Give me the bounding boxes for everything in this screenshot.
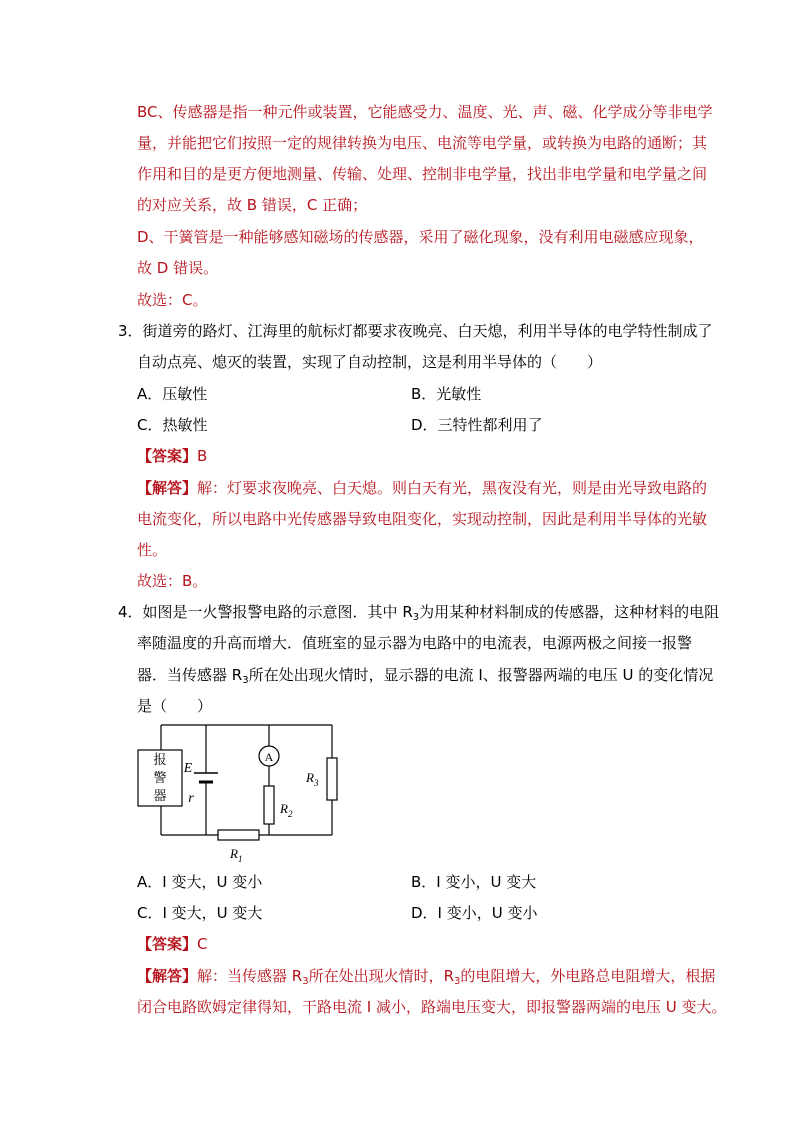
q4-stem-line-1 [118, 602, 719, 628]
q3-option-d: D．三特性都利用了 [411, 416, 543, 434]
emf-label: E [183, 761, 193, 776]
q3-analysis-line-2: 电流变化，所以电路中光传感器导致电阻变化，实现动控制，因此是利用半导体的光敏 [137, 510, 708, 528]
analysis-text: 的电阻增大，外电路总电阻增大，根据 [460, 967, 716, 985]
analysis-text: 解：灯要求夜晚亮、白天熄。则白天有光，黑夜没有光，则是由光导致电路的 [197, 479, 708, 497]
q4-stem-text: 4．如图是一火警报警电路的示意图．其中 R [118, 603, 413, 621]
resistor-r1 [218, 830, 259, 840]
q3-analysis-line-1 [137, 478, 707, 498]
explanation-d-line-2: 故 D 错误。 [137, 259, 219, 277]
alarm-label-2: 警 [153, 770, 167, 785]
q3-option-b: B．光敏性 [411, 385, 482, 403]
q3-stem-line-2: 自动点亮、熄灭的装置，实现了自动控制，这是利用半导体的（ ） [137, 353, 603, 371]
alarm-label-1: 报 [153, 752, 167, 767]
answer-value: C [197, 935, 208, 953]
q3-answer [137, 446, 207, 466]
analysis-text: 解：当传感器 R [197, 967, 303, 985]
explanation-bc-line-1: BC、传感器是指一种元件或装置，它能感受力、温度、光、声、磁、化学成分等非电学 [137, 103, 713, 121]
q4-stem-text: 器．当传感器 R [137, 666, 243, 684]
q3-choose: 故选：B。 [137, 572, 208, 590]
q4-stem-text: 为用某种材料制成的传感器，这种材料的电阻 [419, 603, 720, 621]
subscript: 3 [242, 675, 249, 686]
subscript: 3 [302, 976, 309, 987]
r1-label: $R_1$ [230, 846, 243, 864]
explanation-d-line-1: D、干簧管是一种能够感知磁场的传感器，采用了磁化现象，没有利用电磁感应现象， [137, 228, 704, 246]
q4-option-a: A．I 变大，U 变小 [137, 873, 263, 891]
q4-stem-text: 所在处出现火情时，显示器的电流 I、报警器两端的电压 U 的变化情况 [248, 666, 714, 684]
subscript: 3 [454, 976, 461, 987]
q4-analysis-line-1 [137, 966, 715, 992]
resistor-r2 [264, 786, 274, 824]
r3-label: $R_3$ [306, 770, 319, 788]
q3-option-a: A．压敏性 [137, 385, 208, 403]
q4-option-b: B．I 变小，U 变大 [411, 873, 537, 891]
ammeter-label: A [264, 750, 274, 764]
subscript: 3 [412, 612, 420, 623]
explanation-choose: 故选：C。 [137, 291, 208, 309]
analysis-tag: 【解答】 [137, 479, 198, 497]
q4-stem-line-4: 是（ ） [137, 697, 213, 715]
analysis-text: 所在处出现火情时，R [308, 967, 455, 985]
resistor-r3 [327, 758, 337, 800]
answer-value: B [197, 447, 208, 465]
q4-stem-line-3 [137, 665, 713, 691]
circuit-diagram [136, 720, 346, 870]
q4-answer [137, 934, 208, 954]
explanation-bc-line-2: 量，并能把它们按照一定的规律转换为电压、电流等电学量，或转换为电路的通断；其 [137, 134, 708, 152]
internal-resistance-label: r [188, 791, 194, 806]
q4-analysis-line-2: 闭合电路欧姆定律得知，干路电流 I 减小，路端电压变大，即报警器两端的电压 U 变大。 [137, 998, 727, 1016]
q4-option-d: D．I 变小，U 变小 [411, 904, 538, 922]
explanation-bc-line-4: 的对应关系，故 B 错误，C 正确； [137, 196, 368, 214]
r2-label: $R_2$ [280, 801, 293, 819]
q3-option-c: C．热敏性 [137, 416, 208, 434]
alarm-label-3: 器 [153, 788, 167, 803]
explanation-bc-line-3: 作用和目的是更方便地测量、传输、处理、控制非电学量，找出非电学量和电学量之间 [137, 165, 708, 183]
analysis-tag: 【解答】 [137, 967, 198, 985]
answer-tag: 【答案】 [137, 447, 198, 465]
answer-tag: 【答案】 [137, 935, 198, 953]
q3-analysis-line-3: 性。 [137, 541, 168, 559]
q4-stem-line-2: 率随温度的升高而增大．值班室的显示器为电路中的电流表，电源两极之间接一报警 [137, 634, 693, 652]
q4-option-c: C．I 变大，U 变大 [137, 904, 263, 922]
q3-stem-line-1: 3．街道旁的路灯、江海里的航标灯都要求夜晚亮、白天熄，利用半导体的电学特性制成了 [118, 322, 713, 340]
